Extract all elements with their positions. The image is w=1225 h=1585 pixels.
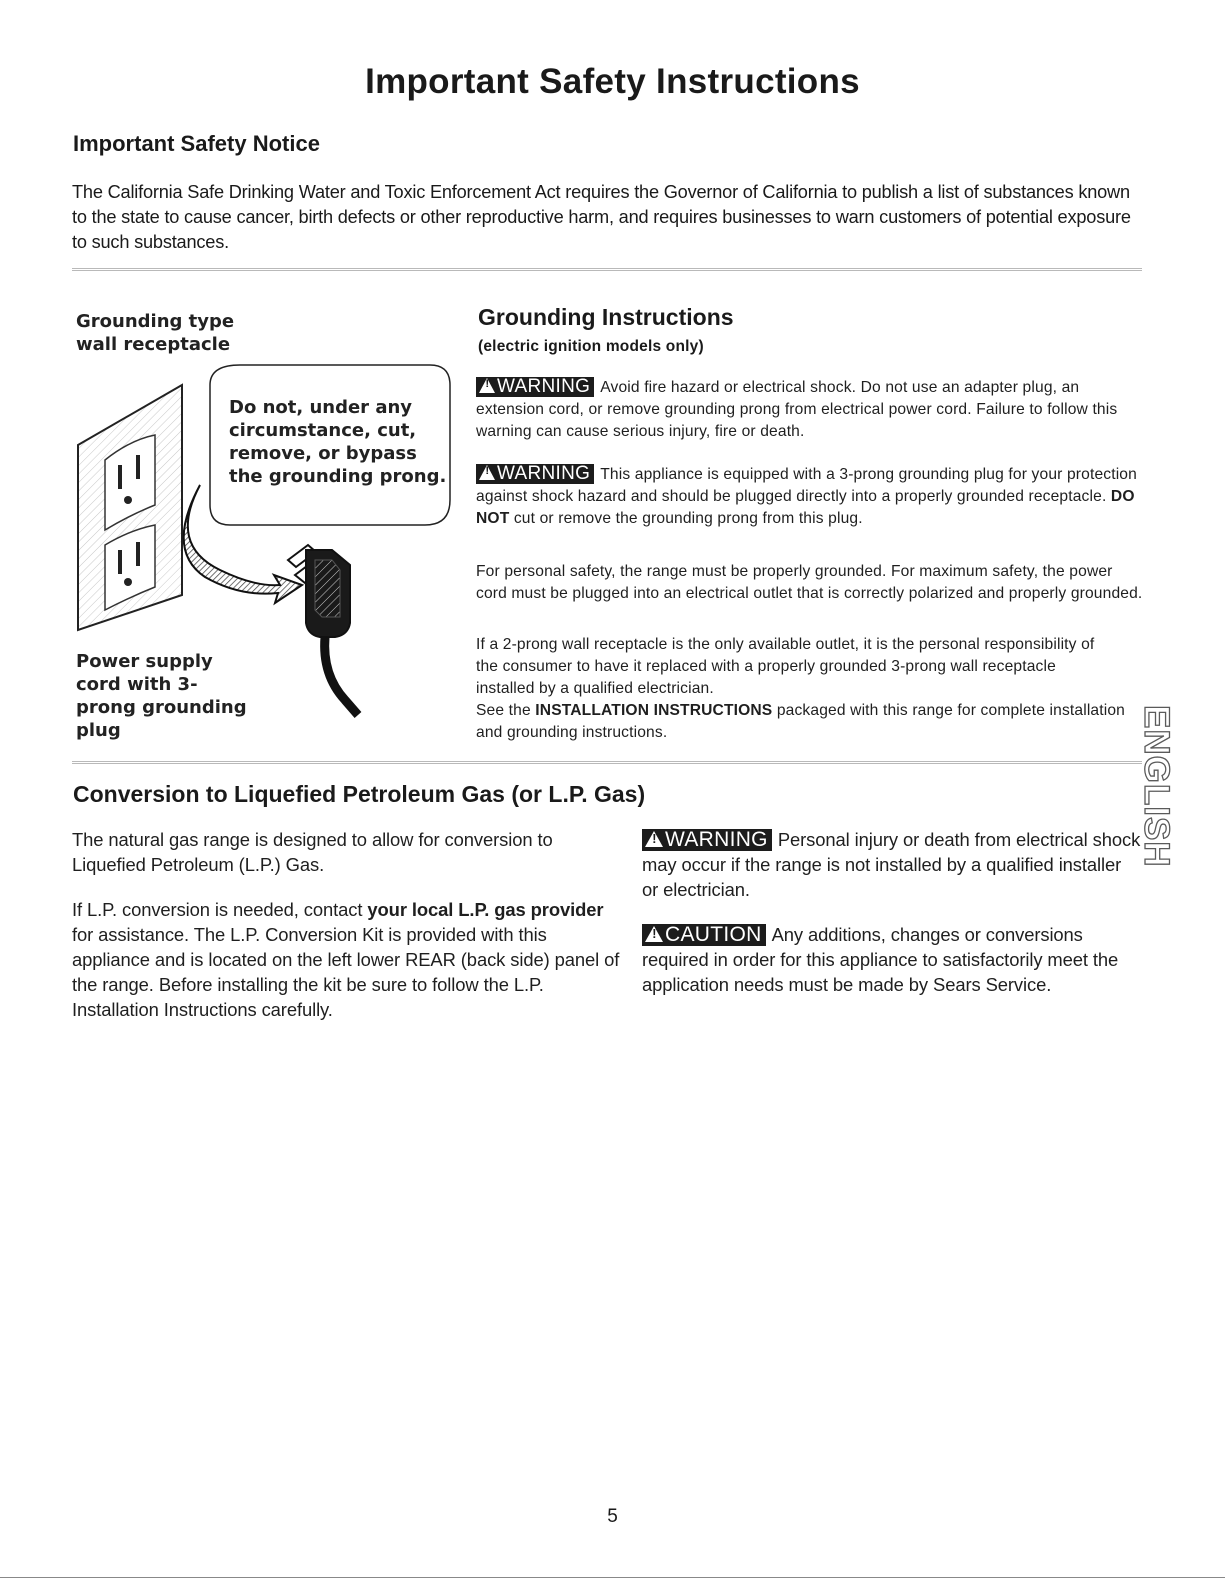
language-side-tab [1137,560,1220,868]
conversion-heading: Conversion to Liquefied Petroleum Gas (or L.P. Gas) [73,781,646,807]
callout-text: Do not, under any circumstance, cut, remove, or bypass the grounding prong. [229,397,447,487]
warning-triangle-icon [479,465,495,480]
warning-badge: !WARNING [642,829,772,851]
warning-triangle-icon [479,378,495,393]
section-divider [72,761,1142,764]
caution-badge: !CAUTION [642,924,766,946]
conversion-paragraph-1: The natural gas range is designed to allow for conversion to Liquefied Petroleum (L.P.) Gas. [72,829,553,875]
grounding-paragraph-3: See the INSTALLATION INSTRUCTIONS packaged with this range for complete installation and grounding instructions. [476,702,1125,741]
grounding-warning-1 [476,377,1144,443]
emphasis-text: your local L.P. gas provider [367,899,604,920]
figure-label-receptacle: Grounding type wall receptacle [76,311,235,355]
notice-heading: Important Safety Notice [73,131,320,156]
grounding-warning-2 [476,464,1144,530]
grounding-subheading: (electric ignition models only) [478,338,704,355]
warning-badge: !WARNING [476,464,594,484]
grounding-heading: Grounding Instructions [478,304,734,330]
page-bottom-edge [0,1577,1225,1578]
section-divider [72,268,1142,271]
warning-badge: !WARNING [476,377,594,397]
warning-text: This appliance is equipped with a 3-prong grounding plug for your protection against shock hazard and should be plugged directly into a properly grounded receptacle. [476,466,1137,505]
conversion-caution: !CAUTION Any additions, changes or conversions required in order for this appliance to satisfactorily meet the application needs must be made by Sears Service. [642,922,1142,997]
grounding-paragraph-1: For personal safety, the range must be properly grounded. For maximum safety, the power cord must be plugged into an electrical outlet that is correctly polarized and properly grounded. [476,563,1143,602]
warning-triangle-icon [645,831,663,847]
grounding-paragraph-2: If a 2-prong wall receptacle is the only available outlet, it is the personal responsibility of the consumer to have it replaced with a properly grounded 3-prong wall receptacle installed by a qualified electrician. [476,636,1095,697]
side-tab-label: ENGLISH [1137,705,1176,868]
notice-body: The California Safe Drinking Water and Toxic Enforcement Act requires the Governor of California to publish a list of substances known to the state to cause cancer, birth defects or other reproductive harm, and requires businesses to warn customers of potential exposure to such substances. [72,182,1131,252]
figure-label-cord: Power supply cord with 3-prong grounding plug [76,651,247,741]
three-prong-plug [288,545,358,715]
warning-text: Avoid fire hazard or electrical shock. Do not use an adapter plug, an extension cord, or remove grounding prong from electrical power cord. Failure to follow this warning can cause serious injury, fire or death. [476,379,1118,440]
emphasis-text: INSTALLATION INSTRUCTIONS [535,702,773,719]
warning-text-end: cut or remove the grounding prong from this plug. [513,510,863,527]
page-number: 5 [607,1506,618,1527]
conversion-paragraph-2: If L.P. conversion is needed, contact your local L.P. gas provider for assistance. The L.P. Conversion Kit is provided with this appliance and is located on the left lower REAR (back side) panel of the range. Before installing the kit be sure to follow the L.P. Installation Instructions carefully. [72,899,620,1020]
caution-triangle-icon [645,926,663,942]
emphasis-text: DO NOT [476,488,1135,527]
conversion-warning: !WARNING Personal injury or death from electrical shock may occur if the range is not installed by a qualified installer or electrician. [642,827,1142,902]
page-title: Important Safety Instructions [365,62,860,101]
wall-receptacle-plate [78,385,182,630]
